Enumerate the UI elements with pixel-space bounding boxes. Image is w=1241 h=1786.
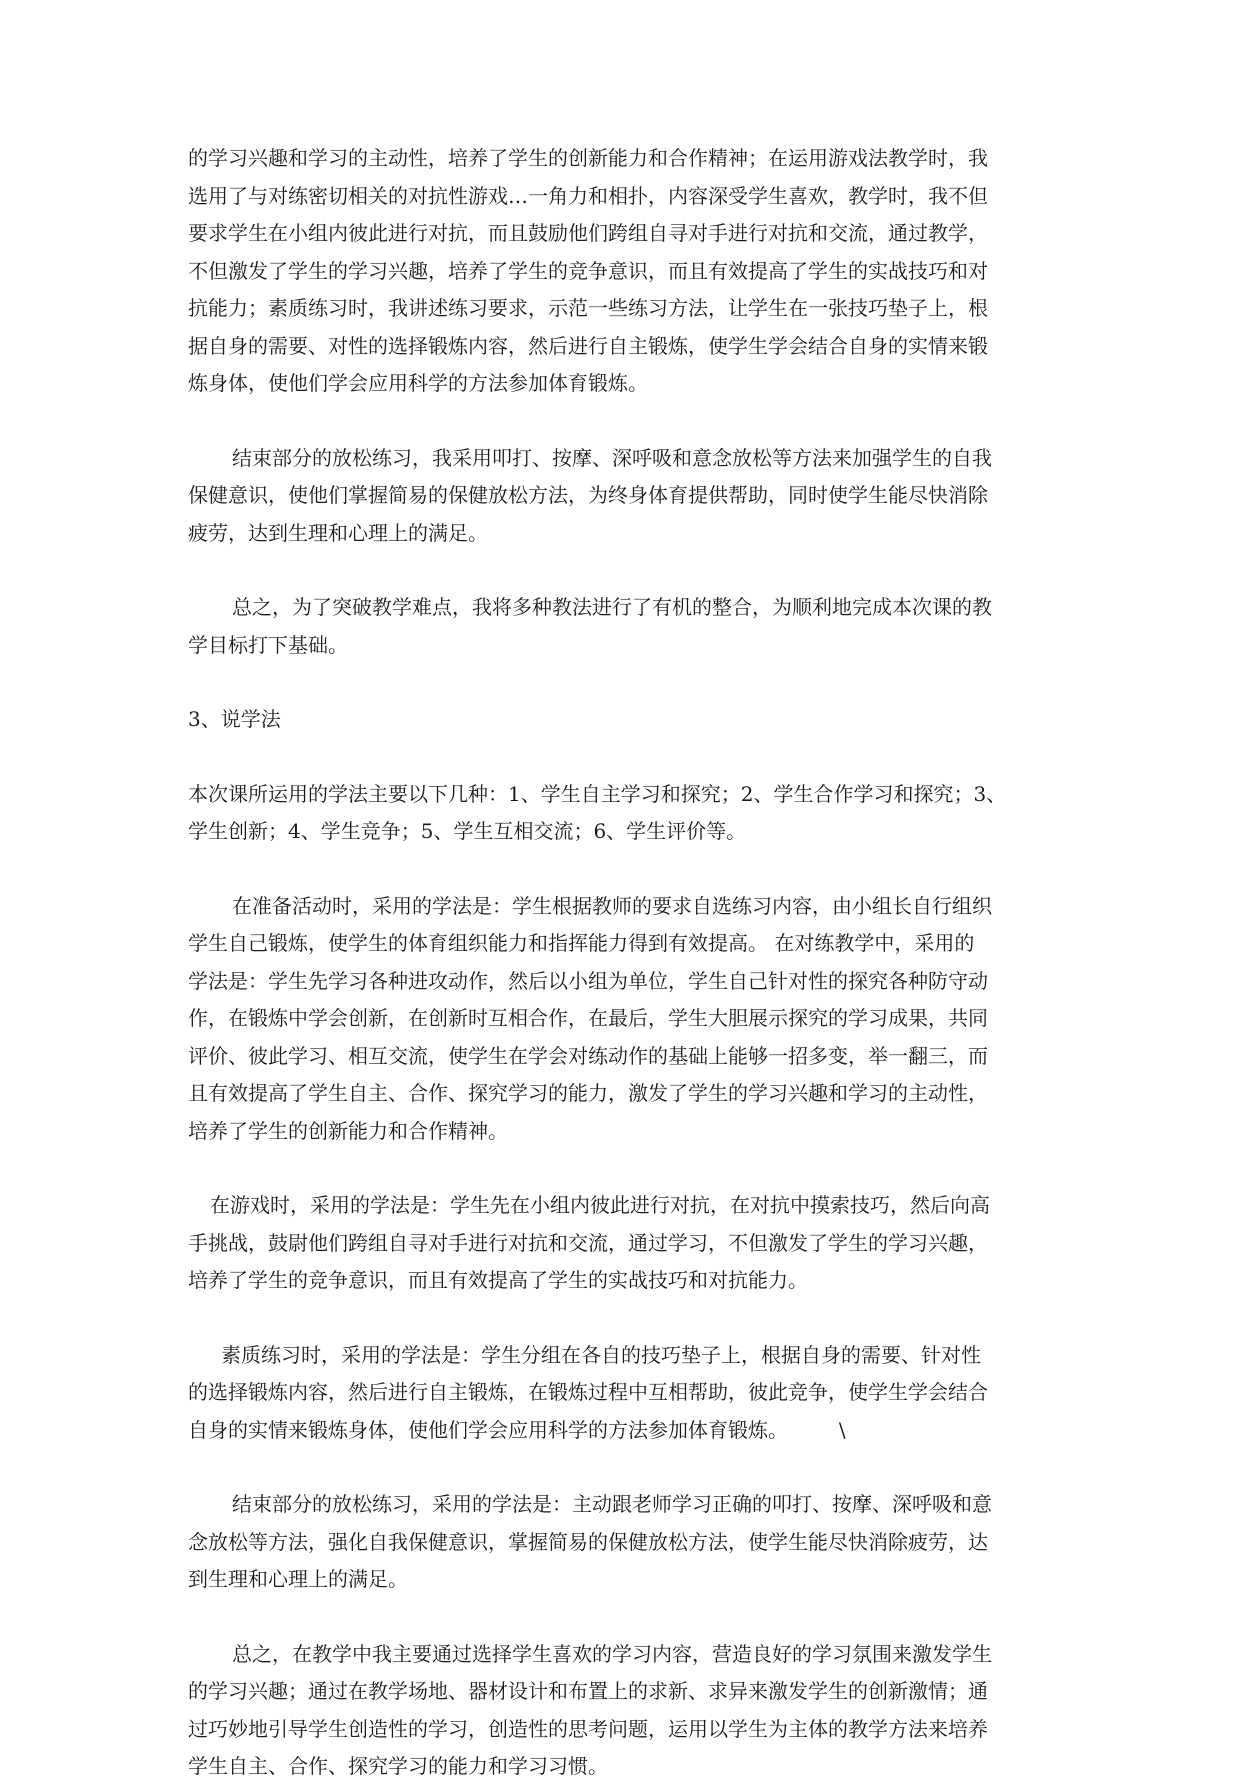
text-line: 学目标打下基础。 <box>188 632 348 657</box>
text-line: 培养了学生的创新能力和合作精神。 <box>188 1118 508 1143</box>
paragraph-6 <box>188 1187 1058 1300</box>
text-line: 作，在锻炼中学会创新，在创新时互相合作，在最后，学生大胆展示探究的学习成果，共同 <box>188 1006 988 1030</box>
paragraph-8 <box>188 1486 1058 1599</box>
text-line: 培养了学生的竞争意识，而且有效提高了学生的实战技巧和对抗能力。 <box>188 1268 808 1292</box>
text-line: 过巧妙地引导学生创造性的学习，创造性的思考问题，运用以学生为主体的教学方法来培养 <box>188 1716 988 1741</box>
text-line: 学生自己锻炼，使学生的体育组织能力和指挥能力得到有效提高。 在对练教学中，采用的 <box>188 931 975 955</box>
paragraph-7 <box>188 1337 1058 1450</box>
text-line: 抗能力；素质练习时，我讲述练习要求，示范一些练习方法，让学生在一张技巧垫子上，根 <box>188 296 988 320</box>
text-line: 学生创新；4、学生竞争；5、学生互相交流；6、学生评价等。 <box>188 819 747 843</box>
text-line: 结束部分的放松练习，我采用叩打、按摩、深呼吸和意念放松等方法来加强学生的自我 <box>232 445 992 470</box>
paragraph-spacer <box>188 1449 1058 1486</box>
text-line: 的学习兴趣；通过在教学场地、器材设计和布置上的求新、求异来激发学生的创新激情；通 <box>188 1679 988 1703</box>
text-line: 自身的实情来锻炼身体，使他们学会应用科学的方法参加体育锻炼。 \ <box>188 1417 846 1442</box>
paragraph-9 <box>188 1636 1058 1786</box>
text-line: 炼身体，使他们学会应用科学的方法参加体育锻炼。 <box>188 371 648 395</box>
document-page <box>188 140 1058 1786</box>
paragraph-5 <box>188 888 1058 1151</box>
paragraph-1 <box>188 140 1058 403</box>
text-line: 到生理和心理上的满足。 <box>188 1567 408 1591</box>
paragraph-spacer <box>188 1300 1058 1337</box>
paragraph-spacer <box>188 552 1058 589</box>
paragraph-spacer <box>188 1599 1058 1636</box>
text-line: 在准备活动时，采用的学法是：学生根据教师的要求自选练习内容，由小组长自行组织 <box>232 893 992 918</box>
paragraph-spacer <box>188 403 1058 440</box>
text-line: 不但激发了学生的学习兴趣，培养了学生的竞争意识，而且有效提高了学生的实战技巧和对 <box>188 258 988 283</box>
text-line: 疲劳，达到生理和心理上的满足。 <box>188 520 488 545</box>
text-line: 结束部分的放松练习，采用的学法是：主动跟老师学习正确的叩打、按摩、深呼吸和意 <box>232 1492 992 1516</box>
text-line: 在游戏时，采用的学法是：学生先在小组内彼此进行对抗，在对抗中摸索技巧，然后向高 <box>210 1193 990 1217</box>
text-line: 本次课所运用的学法主要以下几种：1、学生自主学习和探究；2、学生合作学习和探究；3、 <box>188 781 1007 806</box>
text-line: 念放松等方法，强化自我保健意识，掌握简易的保健放松方法，使学生能尽快消除疲劳，达 <box>188 1529 988 1554</box>
text-line: 保健意识，使他们掌握简易的保健放松方法，为终身体育提供帮助，同时使学生能尽快消除 <box>188 483 988 507</box>
section-heading: 3、说学法 <box>188 707 281 731</box>
paragraph-spacer <box>188 739 1058 776</box>
text-line: 选用了与对练密切相关的对抗性游戏…一角力和相扑，内容深受学生喜欢，教学时，我不但 <box>188 183 988 208</box>
paragraph-2 <box>188 440 1058 553</box>
text-line: 学法是：学生先学习各种进攻动作，然后以小组为单位，学生自己针对性的探究各种防守动 <box>188 968 988 993</box>
text-line: 据自身的需要、对性的选择锻炼内容，然后进行自主锻炼，使学生学会结合自身的实情来锻 <box>188 333 988 358</box>
text-line: 手挑战，鼓尉他们跨组自寻对手进行对抗和交流，通过学习，不但激发了学生的学习兴趣， <box>188 1230 988 1255</box>
text-line: 总之，在教学中我主要通过选择学生喜欢的学习内容，营造良好的学习氛围来激发学生 <box>232 1641 992 1666</box>
text-line: 要求学生在小组内彼此进行对抗，而且鼓励他们跨组自寻对手进行对抗和交流，通过教学， <box>188 221 988 245</box>
paragraph-spacer <box>188 1150 1058 1187</box>
paragraph-spacer <box>188 664 1058 701</box>
text-line: 素质练习时，采用的学法是：学生分组在各自的技巧垫子上，根据自身的需要、针对性 <box>221 1342 981 1367</box>
text-line: 的选择锻炼内容，然后进行自主锻炼，在锻炼过程中互相帮助，彼此竞争，使学生学会结合 <box>188 1380 988 1404</box>
paragraph-3 <box>188 589 1058 664</box>
paragraph-4 <box>188 776 1058 851</box>
text-line: 且有效提高了学生自主、合作、探究学习的能力，激发了学生的学习兴趣和学习的主动性， <box>188 1081 988 1105</box>
text-line: 的学习兴趣和学习的主动性，培养了学生的创新能力和合作精神；在运用游戏法教学时，我 <box>188 146 988 170</box>
text-line: 学生自主、合作、探究学习的能力和学习习惯。 <box>188 1754 608 1778</box>
paragraph-spacer <box>188 851 1058 888</box>
text-line: 总之，为了突破教学难点，我将多种教法进行了有机的整合，为顺利地完成本次课的教 <box>232 595 992 619</box>
text-line: 评价、彼此学习、相互交流，使学生在学会对练动作的基础上能够一招多变，举一翻三，而 <box>188 1043 988 1068</box>
